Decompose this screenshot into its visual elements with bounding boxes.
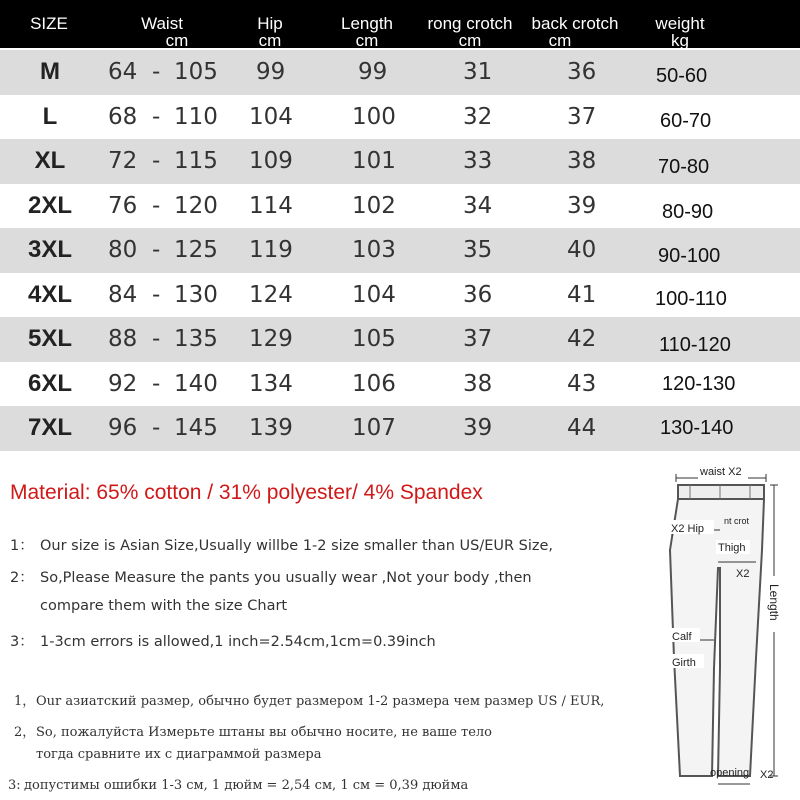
- waist-separator: -: [152, 415, 161, 441]
- waist-min-cell: 76: [108, 192, 138, 219]
- front-crotch-cell: 33: [463, 148, 493, 174]
- material-composition: Material: 65% cotton / 31% polyester/ 4% Spandex: [10, 481, 483, 504]
- back-crotch-cell: 40: [567, 237, 597, 263]
- note-text: 1-3cm errors is allowed,1 inch=2.54cm,1cm=0.39inch: [40, 634, 436, 650]
- header-waist-unit: cm: [165, 31, 189, 50]
- note-text: Our size is Asian Size,Usually willbe 1-2 size smaller than US/EUR Size,: [40, 538, 554, 554]
- note-ru-2: [14, 721, 492, 740]
- size-cell: 5XL: [27, 325, 72, 352]
- waist-max-cell: 115: [174, 148, 218, 174]
- header-waist: [122, 0, 202, 48]
- note-text: допустимы ошибки 1-3 см, 1 дюйм = 2,54 см, 1 см = 0,39 дюйма: [24, 778, 469, 793]
- opening-x2-label: X2: [760, 769, 774, 781]
- weight-cell: 120-130: [662, 372, 736, 395]
- back-crotch-cell: 42: [567, 326, 597, 352]
- table-row: [0, 317, 800, 362]
- front-crotch-cell: 39: [463, 415, 493, 441]
- header-length-label: Length: [341, 14, 393, 33]
- waist-max-cell: 140: [174, 370, 218, 397]
- table-row: [0, 139, 800, 184]
- front-crotch-cell: 38: [463, 370, 493, 397]
- crotch-label: nt crot: [724, 516, 750, 526]
- header-back-crotch-label: back crotch: [531, 14, 619, 33]
- hip-label: X2 Hip: [671, 523, 705, 535]
- header-front-crotch: [418, 0, 522, 48]
- weight-cell: 60-70: [660, 109, 712, 132]
- header-hip-label: Hip: [257, 14, 283, 33]
- header-front-crotch-label: rong crotch: [427, 14, 513, 33]
- waist-min-cell: 92: [108, 370, 138, 397]
- size-cell: 6XL: [27, 369, 72, 397]
- back-crotch-cell: 37: [567, 103, 597, 130]
- length-label: Length: [767, 584, 781, 621]
- waist-separator: -: [152, 59, 161, 85]
- length-cell: 103: [352, 237, 396, 263]
- note-number: 2：: [10, 570, 34, 586]
- note-ru-2-continued: тогда сравните их с диаграммой размера: [36, 747, 322, 762]
- back-crotch-cell: 44: [567, 415, 597, 441]
- header-hip-unit: cm: [258, 31, 282, 50]
- header-hip: [240, 0, 300, 48]
- weight-cell: 80-90: [662, 200, 714, 223]
- size-cell: 4XL: [27, 280, 72, 308]
- waist-separator: -: [152, 148, 161, 174]
- note-number: 3:: [8, 778, 21, 793]
- size-cell: 3XL: [27, 236, 72, 263]
- header-size-label: SIZE: [30, 14, 68, 33]
- table-row: [0, 228, 800, 273]
- header-front-crotch-unit: cm: [458, 31, 482, 50]
- weight-cell: 50-60: [656, 65, 708, 87]
- waist-separator: -: [152, 237, 161, 263]
- hip-cell: 134: [249, 370, 293, 397]
- note-text: Our азиатский размер, обычно будет размером 1-2 размера чем размер US / EUR,: [36, 694, 605, 709]
- header-weight-unit: kg: [671, 31, 689, 50]
- hip-cell: 114: [249, 192, 293, 219]
- length-cell: 104: [352, 281, 396, 308]
- hip-cell: 119: [249, 237, 293, 263]
- table-row: [0, 184, 800, 229]
- table-header-row: [0, 0, 800, 48]
- hip-cell: 99: [256, 59, 286, 85]
- opening-label: opening: [710, 767, 750, 779]
- thigh-label: Thigh: [718, 542, 746, 554]
- weight-cell: 110-120: [659, 334, 731, 356]
- front-crotch-cell: 31: [463, 59, 493, 85]
- waist-max-cell: 125: [174, 237, 218, 263]
- note-ru-1: [14, 690, 604, 709]
- header-weight-label: weight: [655, 14, 705, 33]
- hip-cell: 139: [249, 415, 293, 441]
- waist-separator: -: [152, 326, 161, 352]
- table-row: [0, 95, 800, 140]
- weight-cell: 130-140: [660, 417, 734, 439]
- waist-min-cell: 88: [108, 326, 138, 352]
- girth-label: Girth: [672, 657, 696, 669]
- note-ru-3: [8, 778, 468, 793]
- waist-max-cell: 130: [174, 281, 218, 308]
- waist-max-cell: 120: [174, 192, 218, 219]
- note-en-3: [10, 630, 436, 651]
- note-text: So, пожалуйста Измерьте штаны вы обычно носите, не ваше тело: [36, 725, 492, 740]
- length-cell: 106: [352, 370, 396, 397]
- pants-measurement-diagram: [660, 458, 800, 800]
- note-en-1: [10, 534, 553, 555]
- header-waist-label: Waist: [141, 14, 183, 33]
- note-en-2: [10, 566, 532, 587]
- note-number: 2，: [14, 725, 36, 740]
- note-text: So,Please Measure the pants you usually wear ,Not your body ,then: [40, 570, 532, 586]
- back-crotch-cell: 38: [567, 148, 597, 174]
- length-cell: 101: [352, 148, 396, 174]
- length-cell: 107: [352, 415, 396, 441]
- header-back-crotch-unit: cm: [548, 31, 572, 50]
- length-cell: 102: [352, 192, 396, 219]
- hip-cell: 129: [249, 326, 293, 352]
- waist-min-cell: 80: [108, 237, 138, 263]
- header-back-crotch: [522, 0, 628, 48]
- size-cell: XL: [34, 147, 66, 174]
- front-crotch-cell: 37: [463, 326, 493, 352]
- waist-min-cell: 84: [108, 281, 138, 308]
- waist-separator: -: [152, 192, 161, 219]
- front-crotch-cell: 35: [463, 237, 493, 263]
- size-cell: 7XL: [27, 414, 72, 441]
- table-row: [0, 273, 800, 318]
- header-length: [330, 0, 404, 48]
- back-crotch-cell: 36: [567, 59, 597, 85]
- waist-max-cell: 135: [174, 326, 218, 352]
- size-cell: M: [40, 58, 60, 85]
- waist-label: waist X2: [700, 466, 742, 478]
- back-crotch-cell: 39: [567, 192, 597, 219]
- hip-cell: 109: [249, 148, 293, 174]
- back-crotch-cell: 41: [567, 281, 597, 308]
- waist-min-cell: 96: [108, 415, 138, 441]
- waist-separator: -: [152, 103, 161, 130]
- waist-min-cell: 68: [108, 103, 138, 130]
- back-crotch-cell: 43: [567, 370, 597, 397]
- waist-separator: -: [152, 370, 161, 397]
- weight-cell: 90-100: [658, 245, 721, 267]
- waist-min-cell: 64: [108, 59, 138, 85]
- waist-max-cell: 105: [174, 59, 218, 85]
- hip-cell: 104: [249, 103, 293, 130]
- weight-cell: 70-80: [658, 156, 710, 178]
- header-length-unit: cm: [355, 31, 379, 50]
- header-weight: [648, 0, 712, 48]
- header-size: [14, 0, 84, 48]
- note-number: 1：: [10, 538, 34, 554]
- thigh-x2-label: X2: [736, 568, 750, 580]
- waist-separator: -: [152, 281, 161, 308]
- table-row: [0, 406, 800, 451]
- front-crotch-cell: 34: [463, 192, 493, 219]
- weight-cell: 100-110: [655, 287, 727, 310]
- length-cell: 99: [358, 59, 388, 85]
- front-crotch-cell: 36: [463, 281, 493, 308]
- waist-max-cell: 145: [174, 415, 218, 441]
- calf-label: Calf: [672, 631, 692, 643]
- length-cell: 100: [352, 103, 396, 130]
- note-number: 1，: [14, 694, 36, 709]
- waist-max-cell: 110: [174, 103, 218, 130]
- length-cell: 105: [352, 326, 396, 352]
- front-crotch-cell: 32: [463, 103, 493, 130]
- table-row: [0, 362, 800, 407]
- hip-cell: 124: [249, 281, 293, 308]
- size-cell: 2XL: [27, 191, 72, 219]
- waist-min-cell: 72: [108, 148, 138, 174]
- size-cell: L: [42, 102, 58, 130]
- table-row: [0, 50, 800, 95]
- note-number: 3：: [10, 634, 34, 650]
- note-en-2-continued: compare them with the size Chart: [40, 598, 288, 614]
